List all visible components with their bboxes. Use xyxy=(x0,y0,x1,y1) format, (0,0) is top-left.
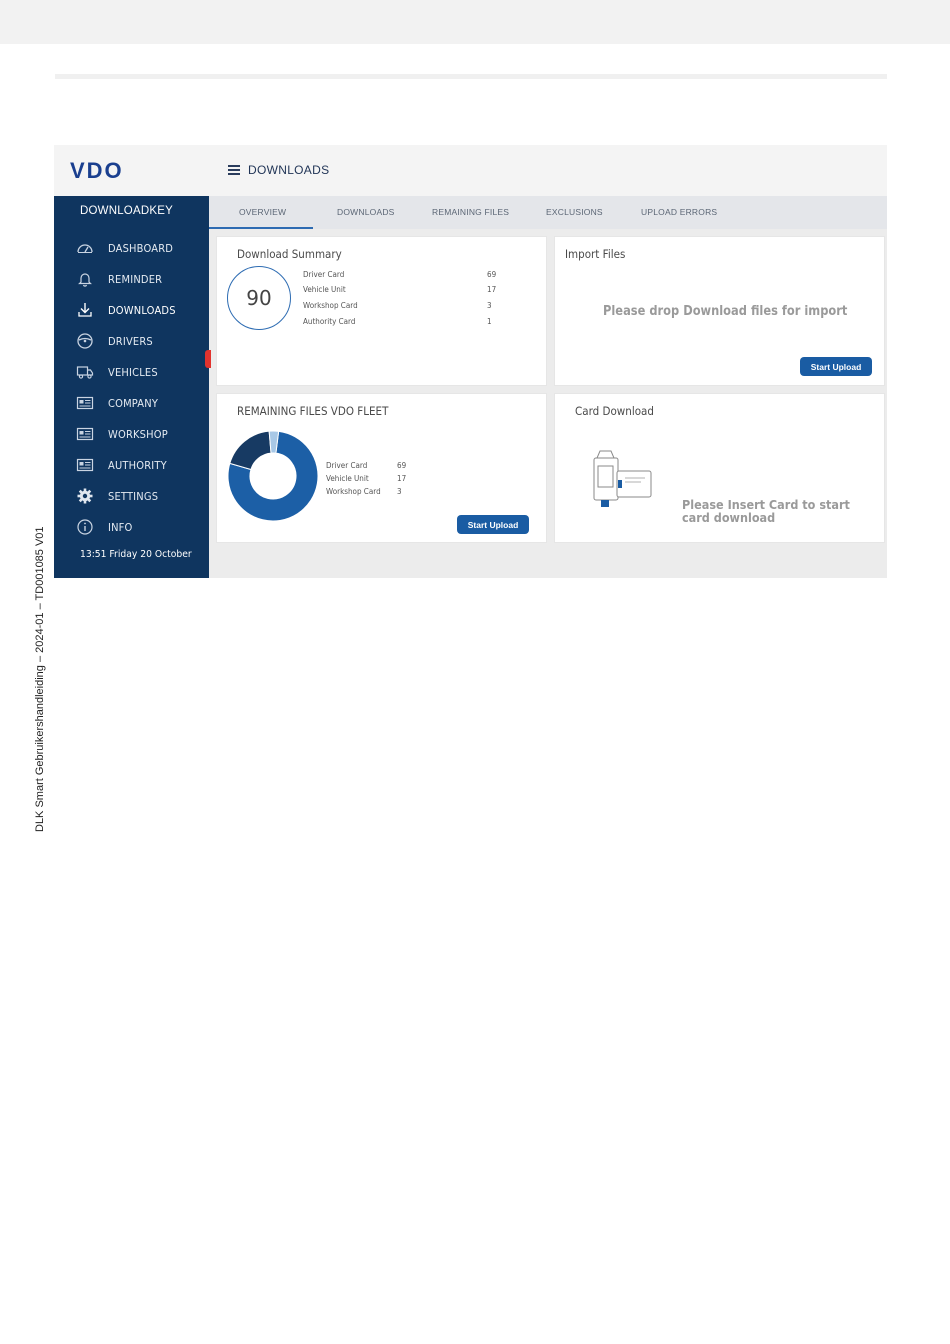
remaining-files-donut-chart xyxy=(227,430,319,522)
app-header xyxy=(54,145,887,196)
card-insert-text: Please Insert Card to start card download xyxy=(682,497,850,525)
header-title-wrap xyxy=(228,163,329,177)
gauge-icon xyxy=(76,239,94,257)
steering-wheel-icon xyxy=(76,332,94,350)
gear-icon xyxy=(76,487,94,505)
sidebar-item-workshop[interactable] xyxy=(54,421,209,447)
sidebar-item-vehicles[interactable] xyxy=(54,359,209,385)
summary-row-label: Driver Card xyxy=(303,270,345,279)
tab-upload-errors[interactable]: UPLOAD ERRORS xyxy=(641,207,718,217)
remaining-row-value: 69 xyxy=(397,461,407,470)
remaining-start-upload-button[interactable]: Start Upload xyxy=(457,515,529,534)
remaining-row-value: 3 xyxy=(397,487,402,496)
bell-icon xyxy=(76,270,94,288)
import-start-upload-button[interactable]: Start Upload xyxy=(800,357,872,376)
summary-row-value: 69 xyxy=(487,270,497,279)
svg-text:VDO: VDO xyxy=(70,159,124,181)
download-icon xyxy=(76,301,94,319)
remaining-row-label: Workshop Card xyxy=(326,487,381,496)
vdo-logo xyxy=(70,159,140,181)
import-drop-zone-text[interactable]: Please drop Download files for import xyxy=(603,304,848,319)
sidebar-item-label: SETTINGS xyxy=(108,489,159,503)
summary-row-label: Workshop Card xyxy=(303,301,358,310)
sidebar-item-drivers[interactable] xyxy=(54,328,209,354)
sidebar-item-label: DRIVERS xyxy=(108,334,153,348)
page-top-band xyxy=(0,0,950,44)
card-download-card xyxy=(554,393,885,543)
tab-exclusions[interactable]: EXCLUSIONS xyxy=(546,207,603,217)
id-card-icon xyxy=(76,425,94,443)
info-icon xyxy=(76,518,94,536)
sidebar-item-reminder[interactable] xyxy=(54,266,209,292)
sidebar-item-label: WORKSHOP xyxy=(108,427,168,441)
import-files-title: Import Files xyxy=(565,247,626,261)
remaining-row-label: Driver Card xyxy=(326,461,368,470)
donut-segment-1 xyxy=(230,431,271,469)
sidebar-item-dashboard[interactable] xyxy=(54,235,209,261)
sidebar-item-label: DASHBOARD xyxy=(108,241,174,255)
summary-total: 90 xyxy=(246,286,272,310)
sidebar-item-label: DOWNLOADS xyxy=(108,303,176,317)
remaining-files-card xyxy=(216,393,547,543)
id-card-icon xyxy=(76,456,94,474)
remaining-row-value: 17 xyxy=(397,474,407,483)
summary-total-ring xyxy=(227,266,291,330)
download-summary-card xyxy=(216,236,547,386)
card-reader-icon xyxy=(591,450,653,512)
tab-overview[interactable]: OVERVIEW xyxy=(239,207,287,217)
document-side-caption: DLK Smart Gebruikershandleiding – 2024-01 – TD001085 V01 xyxy=(34,526,46,832)
sidebar-item-downloads[interactable] xyxy=(54,297,209,323)
id-card-icon xyxy=(76,394,94,412)
remaining-row-label: Vehicle Unit xyxy=(326,474,369,483)
sidebar xyxy=(54,196,209,578)
tab-bar xyxy=(209,196,887,229)
sidebar-item-label: INFO xyxy=(108,520,133,534)
tab-downloads[interactable]: DOWNLOADS xyxy=(337,207,395,217)
summary-row-label: Vehicle Unit xyxy=(303,285,346,294)
sidebar-item-label: REMINDER xyxy=(108,272,163,286)
tab-remaining-files[interactable]: REMAINING FILES xyxy=(432,207,510,217)
sidebar-clock: 13:51 Friday 20 October xyxy=(80,549,192,560)
sidebar-item-label: COMPANY xyxy=(108,396,159,410)
download-summary-title: Download Summary xyxy=(237,247,342,261)
remaining-files-title: REMAINING FILES VDO FLEET xyxy=(237,404,389,418)
summary-row-value: 3 xyxy=(487,301,492,310)
active-tab-underline xyxy=(209,227,313,229)
sidebar-title: DOWNLOADKEY xyxy=(80,205,173,217)
summary-row-label: Authority Card xyxy=(303,317,356,326)
summary-row-value: 1 xyxy=(487,317,492,326)
page-rule xyxy=(55,74,887,79)
sidebar-item-label: AUTHORITY xyxy=(108,458,167,472)
hamburger-menu-icon[interactable] xyxy=(228,165,240,175)
import-files-card xyxy=(554,236,885,386)
active-item-marker xyxy=(205,350,211,368)
summary-row-value: 17 xyxy=(487,285,497,294)
truck-icon xyxy=(76,363,94,381)
sidebar-item-info[interactable] xyxy=(54,514,209,540)
sidebar-item-settings[interactable] xyxy=(54,483,209,509)
page-title: DOWNLOADS xyxy=(248,163,330,177)
sidebar-item-label: VEHICLES xyxy=(108,365,158,379)
card-download-title: Card Download xyxy=(575,404,654,418)
sidebar-item-company[interactable] xyxy=(54,390,209,416)
sidebar-item-authority[interactable] xyxy=(54,452,209,478)
app-window xyxy=(54,145,887,578)
